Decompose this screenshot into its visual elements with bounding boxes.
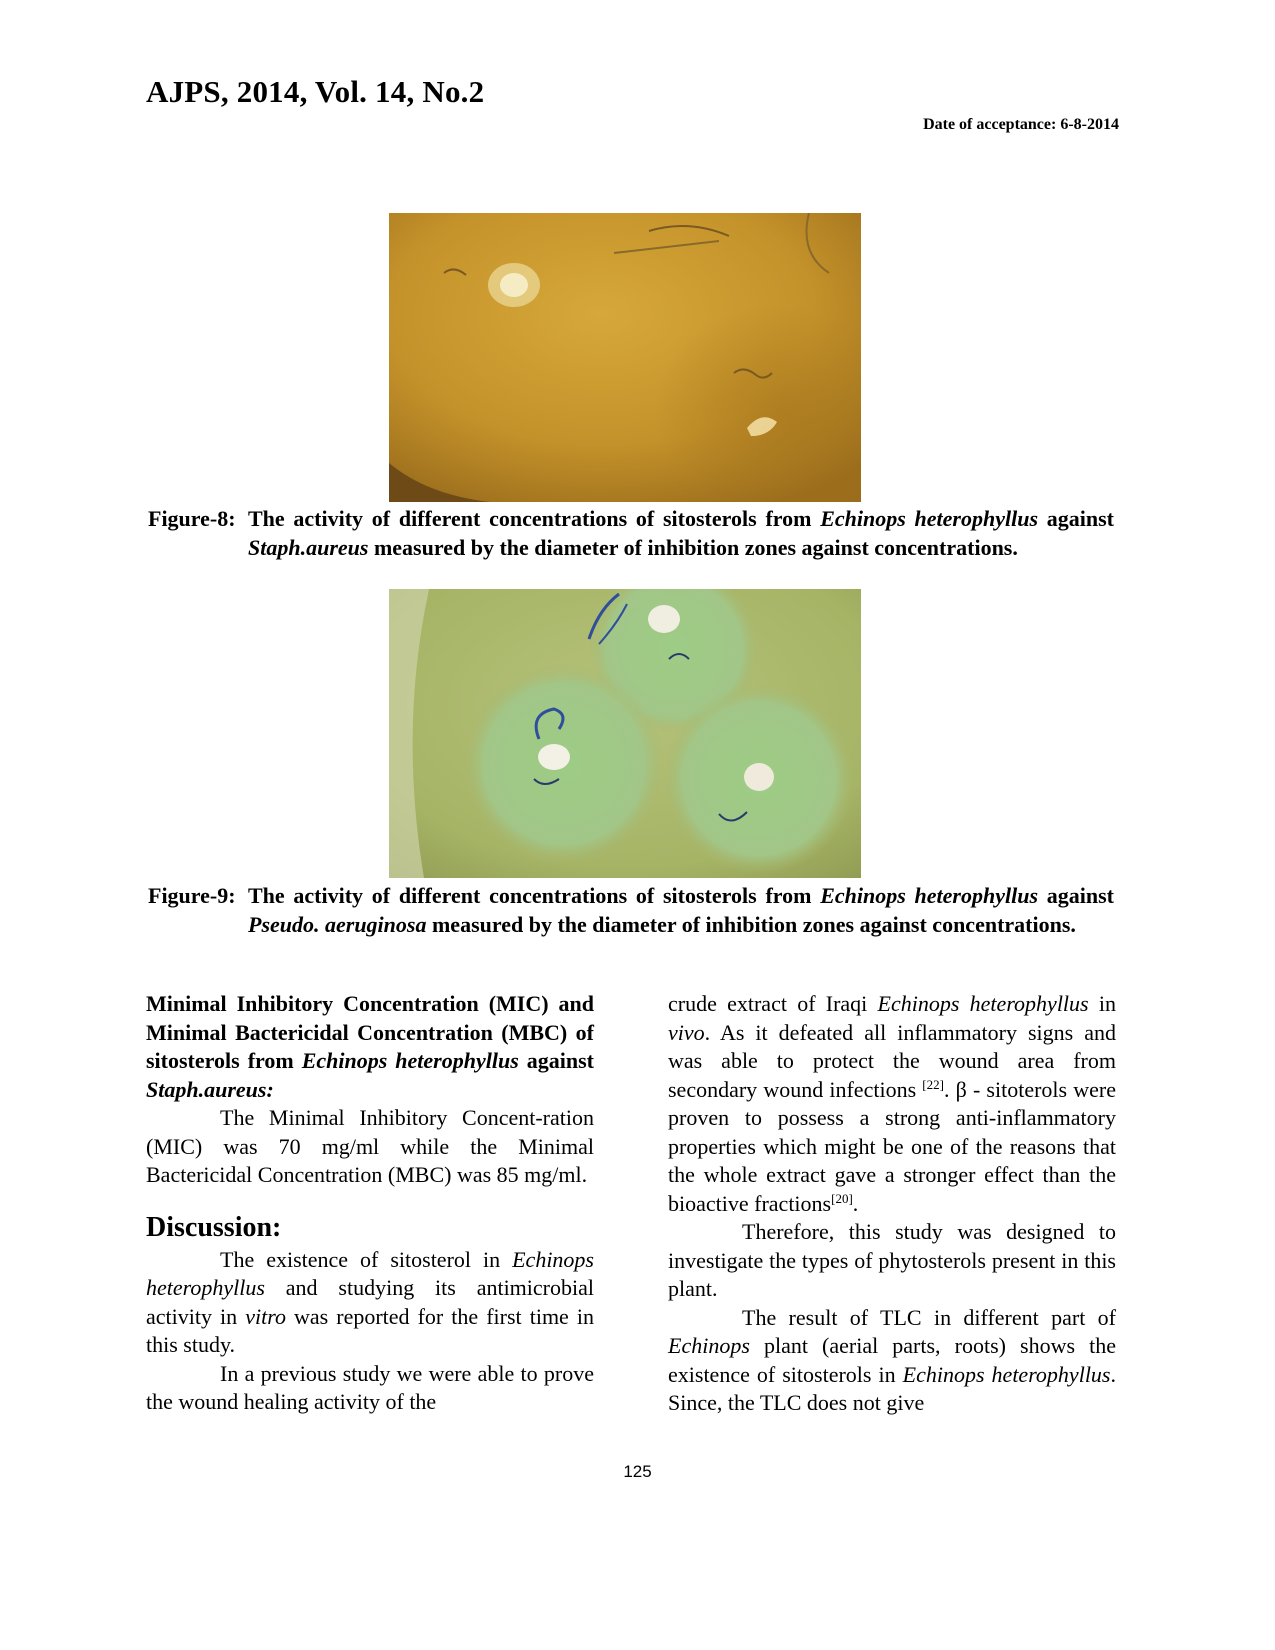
page-number: 125 <box>623 1462 652 1481</box>
citation-22: [22] <box>922 1076 944 1092</box>
left-column <box>146 990 594 1417</box>
figure-9-photo <box>389 589 861 878</box>
figure-8-label: Figure-8: <box>148 506 236 531</box>
acceptance-date: Date of acceptance: 6-8-2014 <box>923 116 1119 133</box>
citation-20: [20] <box>831 1190 853 1206</box>
figure-9-label: Figure-9: <box>148 883 236 908</box>
figure-8-caption-text: The activity of different concentrations of sitosterols from Echinops heterophyllus against Staph.aureus measured by the diameter of inhibition zones against concentrations. <box>248 506 1114 560</box>
discussion-paragraph-2: In a previous study we were able to prove the wound healing activity of the <box>146 1360 594 1414</box>
mic-mbc-subheading: Minimal Inhibitory Concentration (MIC) and Minimal Bactericidal Concentration (MBC) of sitosterols from Echinops heterophyllus against Staph.aureus: <box>146 991 594 1102</box>
mic-paragraph: The Minimal Inhibitory Concent-ration (MIC) was 70 mg/ml while the Minimal Bactericidal Concentration (MBC) was 85 mg/ml. <box>146 1105 594 1187</box>
right-paragraph-3: The result of TLC in different part of Echinops plant (aerial parts, roots) shows the existence of sitosterols in Echinops heterophyllus. Since, the TLC does not give <box>668 1304 1116 1415</box>
discussion-paragraph-1: The existence of sitosterol in Echinops heterophyllus and studying its antimicrobial activity in vitro was reported for the first time in this study. <box>146 1246 594 1357</box>
figure-8-photo <box>389 213 861 502</box>
figure-9-caption-text: The activity of different concentrations of sitosterols from Echinops heterophyllus against Pseudo. aeruginosa measured by the diameter of inhibition zones against concentrations. <box>248 883 1114 937</box>
discussion-heading: Discussion: <box>146 1211 282 1243</box>
right-column <box>668 990 1116 1418</box>
right-paragraph-2: Therefore, this study was designed to investigate the types of phytosterols present in this plant. <box>668 1219 1116 1301</box>
figure-8-caption <box>148 504 1114 562</box>
journal-title: AJPS, 2014, Vol. 14, No.2 <box>146 74 485 109</box>
right-paragraph-1: crude extract of Iraqi Echinops heterophyllus in vivo. As it defeated all inflammatory signs and was able to protect the wound area from secondary wound infections [22]. β - sitoterols were proven to possess a strong anti-inflammatory properties which might be one of the reasons that the whole extract gave a stronger effect than the bioactive fractions[20]. <box>668 991 1116 1216</box>
figure-9-caption <box>148 881 1114 939</box>
